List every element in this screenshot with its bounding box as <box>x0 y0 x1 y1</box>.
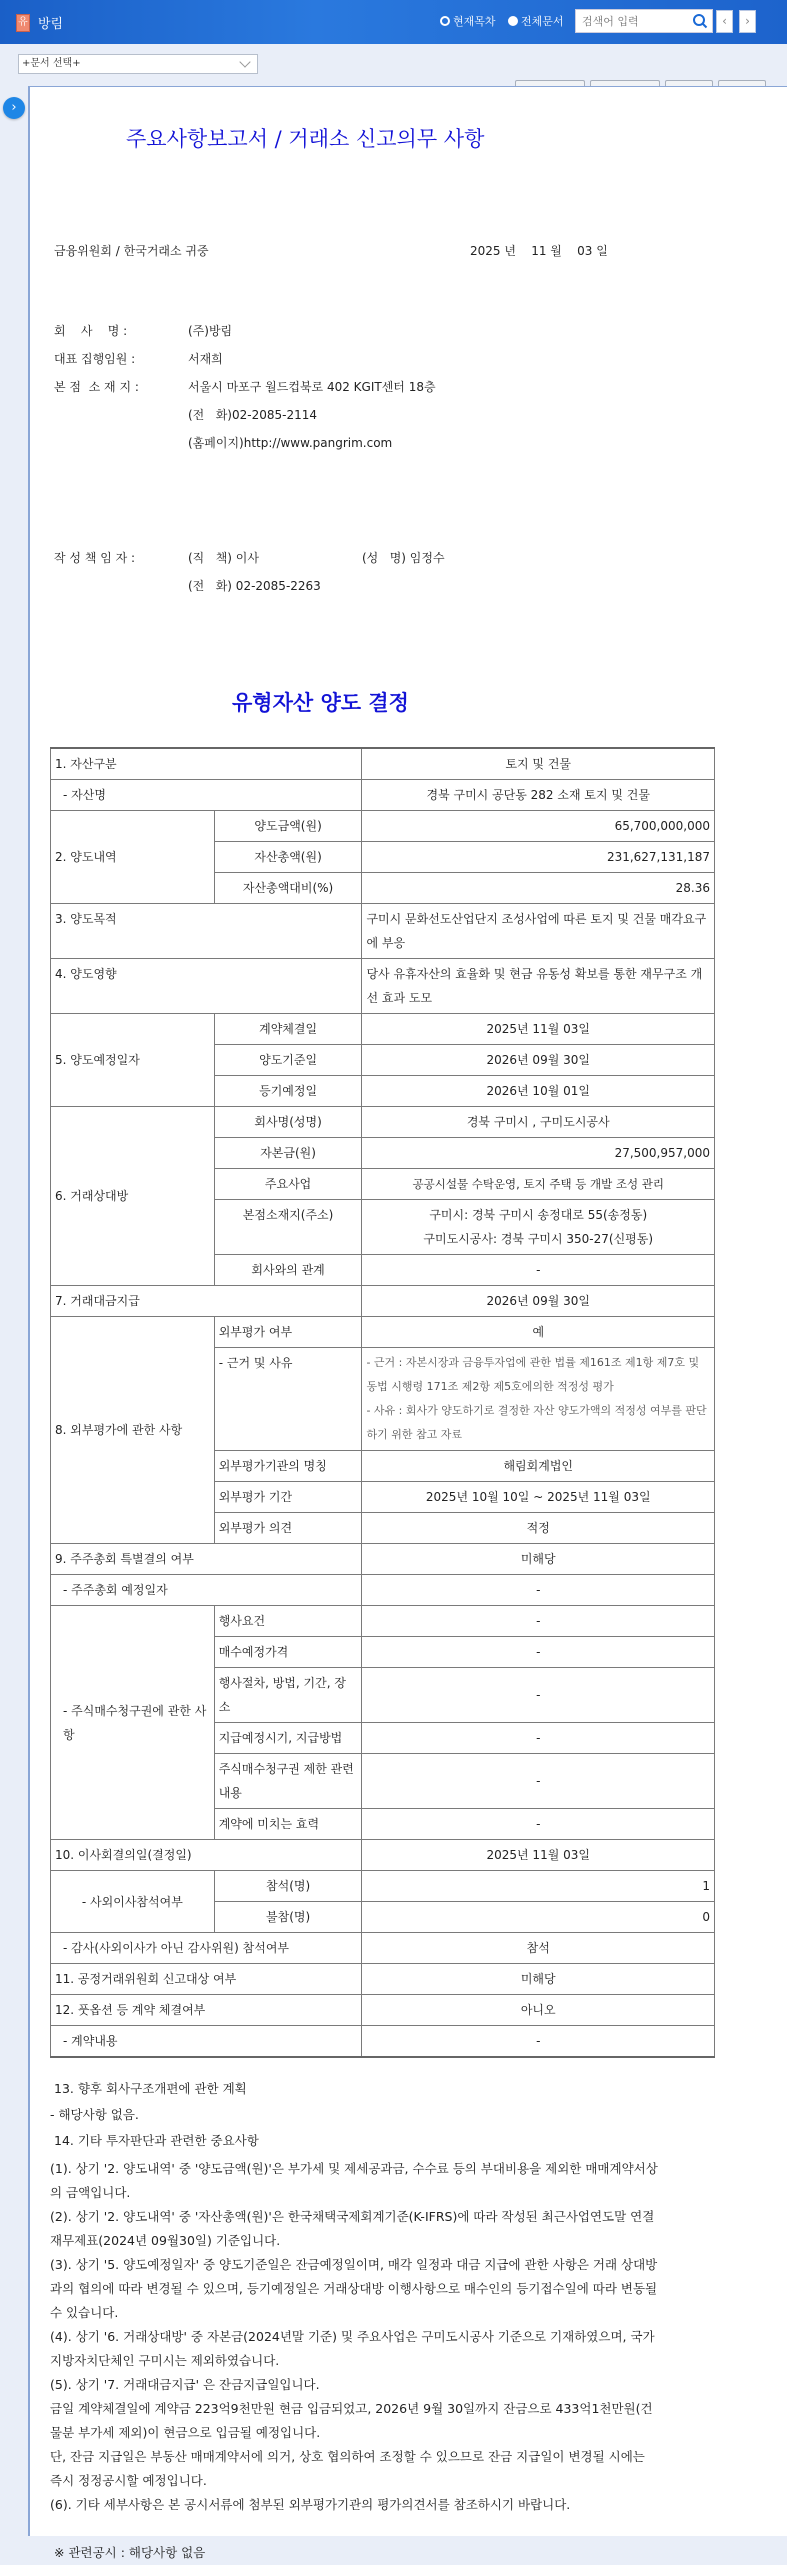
note-14-p1: (1). 상기 '2. 양도내역' 중 '양도금액(원)'은 부가세 및 제세공과금, 수수료 등의 부대비용을 제외한 매매계약서상의 금액입니다. <box>50 2161 658 2200</box>
row-value: - <box>362 1668 715 1723</box>
row-label: 자산총액대비(%) <box>214 873 362 904</box>
row-label: 지급예정시기, 지급방법 <box>214 1723 362 1754</box>
row-value: 토지 및 건물 <box>362 748 715 780</box>
row-value: 2025년 11월 03일 <box>362 1014 715 1045</box>
scope-label: 현재목차 <box>453 15 496 28</box>
row-value: 미해당 <box>362 1544 715 1575</box>
search-box <box>575 9 713 33</box>
row-value: 28.36 <box>362 873 715 904</box>
row-label: 양도기준일 <box>214 1045 362 1076</box>
table-row <box>51 2026 715 2058</box>
ceo-label: 대표 집행임원 : <box>54 352 136 366</box>
row-label: - 근거 및 사유 <box>214 1348 362 1451</box>
row-label: 회사와의 관계 <box>214 1255 362 1286</box>
row-label: 10. 이사회결의일(결정일) <box>51 1840 362 1871</box>
row-value: 2026년 09월 30일 <box>362 1045 715 1076</box>
row-value: 예 <box>362 1317 715 1348</box>
table-row <box>51 780 715 811</box>
note-13-body: - 해당사항 없음. <box>50 2107 139 2122</box>
row-value: 미해당 <box>362 1964 715 1995</box>
table-row <box>51 748 715 780</box>
section-title: 유형자산 양도 결정 <box>232 690 409 715</box>
row-label: 외부평가 의견 <box>214 1513 362 1544</box>
row-label: 주요사업 <box>214 1169 362 1200</box>
disposal-table <box>50 747 715 2058</box>
notes-section <box>50 2077 660 2565</box>
row-value <box>362 1348 715 1451</box>
row-value: 공공시설물 수탁운영, 토지 주택 등 개발 조성 관리 <box>362 1169 715 1200</box>
document-select[interactable] <box>18 54 258 74</box>
row-value: - <box>362 1723 715 1754</box>
row-label: - 계약내용 <box>51 2026 362 2058</box>
company-name: 방림 <box>38 17 64 32</box>
note-14-p2: (2). 상기 '2. 양도내역' 중 '자산총액(원)'은 한국채택국제회계기준(K-IFRS)에 따라 작성된 최근사업연도말 연결재무제표(2024년 09월30일) 기준입니다. <box>50 2209 655 2248</box>
radio-selected-icon[interactable] <box>508 16 518 26</box>
row-value: 구미시 문화선도산업단지 조성사업에 따른 토지 및 건물 매각요구에 부응 <box>362 904 715 959</box>
chevron-down-icon <box>239 56 250 67</box>
row-value: 2026년 09월 30일 <box>362 1286 715 1317</box>
row-label: 계약체결일 <box>214 1014 362 1045</box>
row-value: 2026년 10월 01일 <box>362 1076 715 1107</box>
row-label: 불참(명) <box>214 1902 362 1933</box>
author-phone: (전 화) 02-2085-2263 <box>188 579 321 593</box>
row-value: - <box>362 2026 715 2058</box>
hq-phone: (전 화)02-2085-2114 <box>188 408 317 422</box>
row-label: 외부평가 기간 <box>214 1482 362 1513</box>
brand <box>16 13 63 32</box>
row-label: 행사요건 <box>214 1606 362 1637</box>
row-label: - 감사(사외이사가 아닌 감사위원) 참석여부 <box>51 1933 362 1964</box>
group-label: 8. 외부평가에 관한 사항 <box>51 1317 215 1544</box>
group-label: 5. 양도예정일자 <box>51 1014 215 1107</box>
row-label: 양도금액(원) <box>214 811 362 842</box>
row-label: - 주주총회 예정일자 <box>51 1575 362 1606</box>
row-label: 행사절차, 방법, 기간, 장소 <box>214 1668 362 1723</box>
table-row <box>51 1840 715 1871</box>
scope-radio-current-toc[interactable] <box>440 13 496 29</box>
note-14-p5: (5). 상기 '7. 거래대금지급' 은 잔금지급일입니다. <box>50 2377 320 2392</box>
row-value: 참석 <box>362 1933 715 1964</box>
table-row <box>51 959 715 1014</box>
author-label: 작 성 책 임 자 : <box>54 551 136 565</box>
row-value: 당사 유휴자산의 효율화 및 현금 유동성 확보를 통한 재무구조 개선 효과 도모 <box>362 959 715 1014</box>
author-name: (성 명) 임정수 <box>362 551 445 565</box>
next-result-button[interactable]: › <box>739 10 756 33</box>
document-select-value: +문서 선택+ <box>22 58 81 69</box>
note-14-p5b: 금일 계약체결일에 계약금 223억9천만원 현금 입금되었고, 2026년 9월 30일까지 잔금으로 433억1천만원(건물분 부가세 제외)이 현금으로 입금될 예정입니다. <box>50 2401 653 2440</box>
row-value: 적정 <box>362 1513 715 1544</box>
address-line: 구미도시공사: 경북 구미시 350-27(신평동) <box>423 1232 654 1246</box>
market-badge-icon: 유 <box>16 14 30 32</box>
search-input[interactable] <box>576 11 686 33</box>
row-label: 외부평가 여부 <box>214 1317 362 1348</box>
table-row <box>51 1995 715 2026</box>
scope-radio-all-docs[interactable] <box>508 13 564 29</box>
row-value: - <box>362 1809 715 1840</box>
row-label: 계약에 미치는 효력 <box>214 1809 362 1840</box>
company-value: (주)방림 <box>188 324 233 338</box>
row-value <box>362 1200 715 1255</box>
group-label: - 주식매수청구권에 관한 사항 <box>51 1606 215 1840</box>
row-value: - <box>362 1754 715 1809</box>
row-label: 7. 거래대금지급 <box>51 1286 362 1317</box>
row-value: 65,700,000,000 <box>362 811 715 842</box>
row-value: 2025년 11월 03일 <box>362 1840 715 1871</box>
row-label: 9. 주주총회 특별결의 여부 <box>51 1544 362 1575</box>
row-value: - <box>362 1606 715 1637</box>
table-row <box>51 1014 715 1045</box>
reason-text: - 사유 : 회사가 양도하기로 결정한 자산 양도가액의 적정성 여부를 판단하기 위한 참고 자료 <box>366 1404 707 1441</box>
top-header-bar <box>0 0 787 44</box>
row-value: - <box>362 1637 715 1668</box>
ceo-value: 서재희 <box>188 352 223 366</box>
table-row <box>51 1606 715 1637</box>
table-row <box>51 1317 715 1348</box>
row-value: 2025년 10월 10일 ~ 2025년 11월 03일 <box>362 1482 715 1513</box>
table-row <box>51 1871 715 1902</box>
row-label: 1. 자산구분 <box>51 748 362 780</box>
table-row <box>51 1933 715 1964</box>
row-label: 본점소재지(주소) <box>214 1200 362 1255</box>
hq-label: 본 점 소 재 지 : <box>54 380 139 394</box>
row-label: 12. 풋옵션 등 계약 체결여부 <box>51 1995 362 2026</box>
row-label: 자산총액(원) <box>214 842 362 873</box>
row-value: 27,500,957,000 <box>362 1138 715 1169</box>
group-label: 6. 거래상대방 <box>51 1107 215 1286</box>
row-label: 참석(명) <box>214 1871 362 1902</box>
row-value: 0 <box>362 1902 715 1933</box>
group-label: - 사외이사참석여부 <box>51 1871 215 1933</box>
hq-address: 서울시 마포구 월드컵북로 402 KGIT센터 18층 <box>188 380 436 394</box>
row-label: 자본금(원) <box>214 1138 362 1169</box>
note-14-p3: (3). 상기 '5. 양도예정일자' 중 양도기준일은 잔금예정일이며, 매각 일정과 대금 지급에 관한 사항은 거래 상대방과의 협의에 따라 변경될 수 있으며, 등기예정일은 거래상대방 이행사항으로 매수인의 등기접수일에 따라 변동될 수 있습니다. <box>50 2257 658 2320</box>
row-label: 4. 양도영향 <box>51 959 362 1014</box>
row-value: 231,627,131,187 <box>362 842 715 873</box>
row-label: - 자산명 <box>51 780 362 811</box>
note-14-p6: (6). 기타 세부사항은 본 공시서류에 첨부된 외부평가기관의 평가의견서를 참조하시기 바랍니다. <box>50 2497 571 2512</box>
table-row <box>51 811 715 842</box>
search-icon[interactable] <box>692 13 708 29</box>
table-row <box>51 1964 715 1995</box>
report-title: 주요사항보고서 / 거래소 신고의무 사항 <box>126 127 485 151</box>
table-row <box>51 1544 715 1575</box>
row-value: 1 <box>362 1871 715 1902</box>
row-label: 주식매수청구권 제한 관련 내용 <box>214 1754 362 1809</box>
radio-icon[interactable] <box>440 16 450 26</box>
scope-label: 전체문서 <box>521 15 564 28</box>
row-value: - <box>362 1255 715 1286</box>
basis-text: - 근거 : 자본시장과 금융투자업에 관한 법률 제161조 제1항 제7호 및 동법 시행령 171조 제2항 제5호에의한 적정성 평가 <box>366 1356 700 1393</box>
table-row <box>51 1575 715 1606</box>
report-date: 2025 년 11 월 03 일 <box>470 244 608 258</box>
note-13-title: 13. 향후 회사구조개편에 관한 계획 <box>54 2081 247 2096</box>
note-14-title: 14. 기타 투자판단과 관련한 중요사항 <box>54 2133 259 2148</box>
note-14-p4: (4). 상기 '6. 거래상대방' 중 자본금(2024년말 기준) 및 주요사업은 구미도시공사 기준으로 기재하였으며, 국가지방자치단체인 구미시는 제외하였습니다. <box>50 2329 655 2368</box>
row-label: 매수예정가격 <box>214 1637 362 1668</box>
row-label: 11. 공정거래위원회 신고대상 여부 <box>51 1964 362 1995</box>
prev-result-button[interactable]: ‹ <box>716 10 733 33</box>
sidebar-toggle-button[interactable]: › <box>3 97 25 119</box>
row-value: 아니오 <box>362 1995 715 2026</box>
table-row <box>51 1107 715 1138</box>
row-label: 등기예정일 <box>214 1076 362 1107</box>
company-label: 회 사 명 : <box>54 324 128 338</box>
address-line: 구미시: 경북 구미시 송정대로 55(송정동) <box>429 1208 648 1222</box>
author-position: (직 책) 이사 <box>188 551 259 565</box>
hq-homepage[interactable]: (홈페이지)http://www.pangrim.com <box>188 436 393 450</box>
table-row <box>51 1286 715 1317</box>
recipient: 금융위원회 / 한국거래소 귀중 <box>54 244 209 258</box>
group-label: 2. 양도내역 <box>51 811 215 904</box>
row-value: - <box>362 1575 715 1606</box>
row-label: 회사명(성명) <box>214 1107 362 1138</box>
row-value: 해림회계법인 <box>362 1451 715 1482</box>
row-value: 경북 구미시 공단동 282 소재 토지 및 건물 <box>362 780 715 811</box>
row-label: 외부평가기관의 명칭 <box>214 1451 362 1482</box>
row-value: 경북 구미시 , 구미도시공사 <box>362 1107 715 1138</box>
table-row <box>51 904 715 959</box>
document-page <box>28 86 787 2560</box>
row-label: 3. 양도목적 <box>51 904 362 959</box>
note-14-p5c: 단, 잔금 지급일은 부동산 매매계약서에 의거, 상호 협의하여 조정할 수 있으므로 잔금 지급일이 변경될 시에는 즉시 정정공시할 예정입니다. <box>50 2449 645 2488</box>
related-disclosure: ※ 관련공시 : 해당사항 없음 <box>54 2545 206 2560</box>
